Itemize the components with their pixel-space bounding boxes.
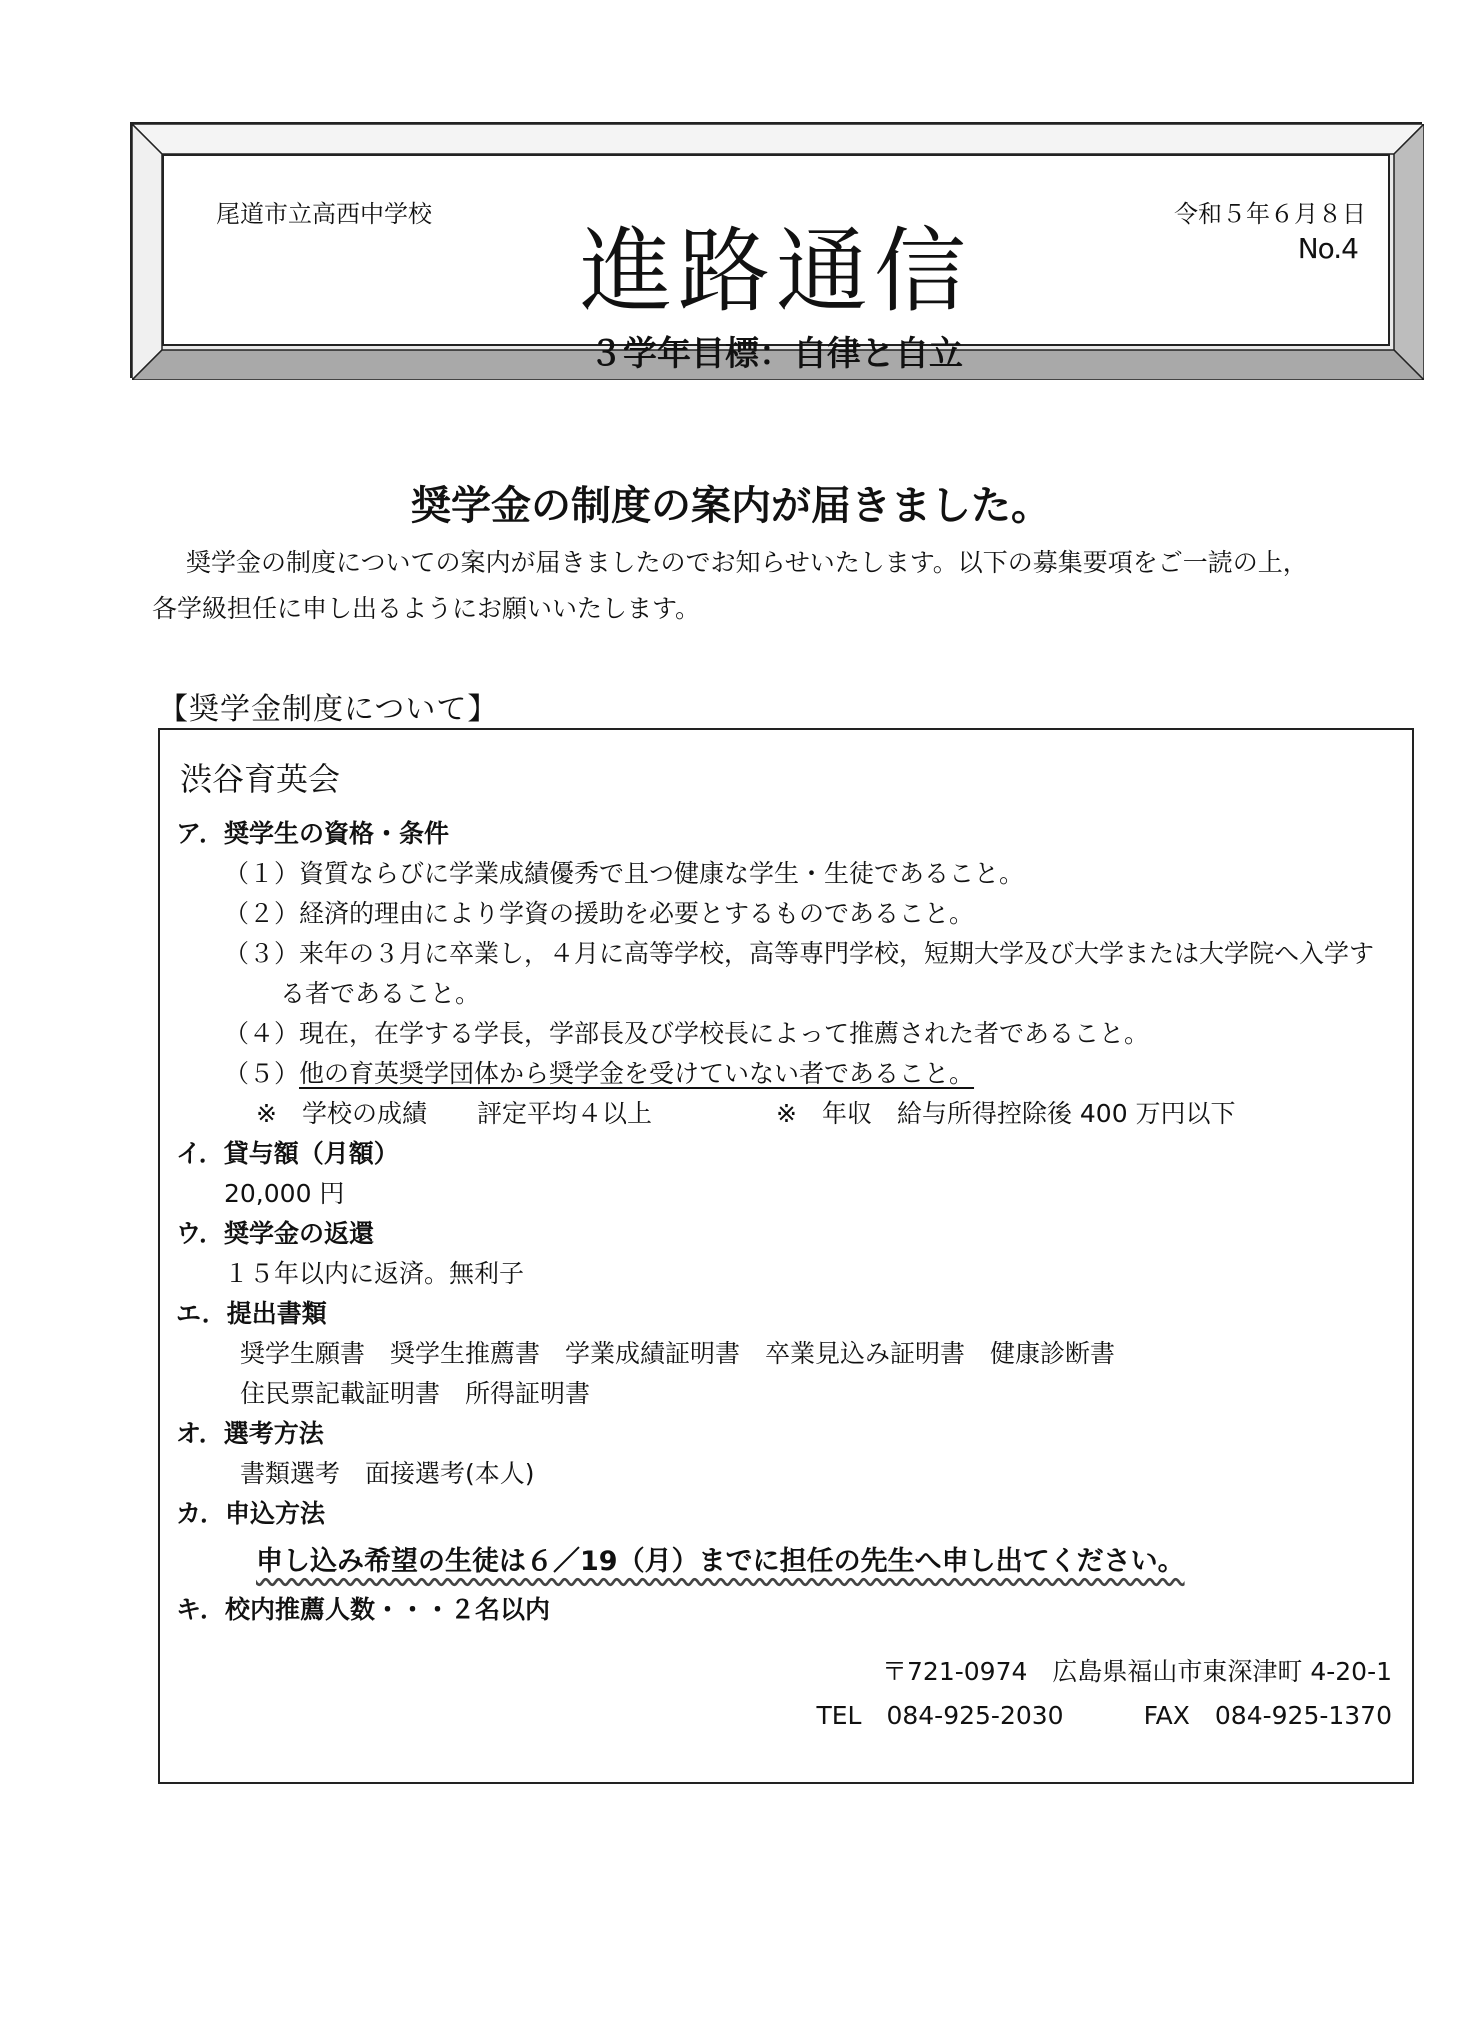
masthead-inner	[162, 154, 1390, 374]
intro-paragraph	[152, 540, 1372, 632]
criteria-notes	[176, 1094, 1396, 1134]
section-title: 【奨学金制度について】	[158, 692, 499, 727]
organization-name: 渋谷育英会	[180, 760, 341, 798]
intro-line-2: 各学級担任に申し出るようにお願いいたします。	[152, 594, 701, 623]
issue-number: No.4	[1297, 232, 1358, 265]
condition-item	[176, 1054, 1396, 1094]
heading-repayment: ウ．奨学金の返還	[176, 1219, 375, 1248]
condition-item-underlined: 他の育英奨学団体から奨学金を受けていない者であること。	[299, 1059, 975, 1088]
intro-line-1: 奨学金の制度についての案内が届きましたのでお知らせいたします。以下の募集要項をご一読の上，	[186, 548, 1308, 577]
heading-application: カ．申込方法	[176, 1499, 326, 1528]
grade-criteria-note: ※ 学校の成績 評定平均４以上	[256, 1099, 652, 1128]
loan-amount-value: 20,000 円	[224, 1179, 345, 1208]
contact-tel: TEL 084-925-2030	[816, 1701, 1064, 1730]
article-headline: 奨学金の制度の案内が届きました。	[411, 483, 1051, 529]
heading-recommendation-count: キ．校内推薦人数・・・２名以内	[176, 1595, 551, 1624]
repayment-value: １５年以内に返済。無利子	[224, 1259, 525, 1288]
documents-line: 住民票記載証明書 所得証明書	[240, 1379, 591, 1408]
documents-line: 奨学生願書 奨学生推薦書 学業成績証明書 卒業見込み証明書 健康診断書	[240, 1339, 1116, 1368]
contact-address: 〒721-0974 広島県福山市東深津町 4-20-1	[882, 1657, 1392, 1686]
application-instruction	[176, 1534, 1396, 1590]
condition-item: （３）来年の３月に卒業し，４月に高等学校，高等専門学校，短期大学及び大学または大学院へ入学す	[224, 939, 1375, 968]
school-name: 尾道市立高西中学校	[216, 200, 432, 228]
heading-selection: オ．選考方法	[176, 1419, 324, 1448]
condition-item: （４）現在，在学する学長，学部長及び学校長によって推薦された者であること。	[224, 1019, 1150, 1048]
newsletter-title: 進路通信	[579, 218, 972, 325]
grade-goal: ３学年目標：自律と自立	[589, 334, 963, 374]
application-instruction-text: 申し込み希望の生徒は６／19（月）までに担任の先生へ申し出てください。	[256, 1546, 1185, 1577]
heading-eligibility: ア．奨学生の資格・条件	[176, 819, 450, 848]
scholarship-details	[176, 814, 1396, 1738]
contact-phone-fax	[176, 1694, 1396, 1738]
condition-item: （１）資質ならびに学業成績優秀で且つ健康な学生・生徒であること。	[224, 859, 1025, 888]
heading-documents: エ．提出書類	[176, 1299, 327, 1328]
issue-date: 令和５年６月８日	[1174, 200, 1366, 228]
heading-loan-amount: イ．貸与額（月額）	[176, 1139, 399, 1168]
selection-value: 書類選考 面接選考(本人)	[240, 1459, 535, 1488]
income-criteria-note: ※ 年収 給与所得控除後 400 万円以下	[776, 1099, 1236, 1128]
condition-item: （２）経済的理由により学資の援助を必要とするものであること。	[224, 899, 975, 928]
masthead-frame	[130, 122, 1422, 378]
scholarship-info-box	[158, 728, 1414, 1784]
condition-item-continuation: る者であること。	[280, 979, 481, 1008]
condition-item-number: （５）	[224, 1059, 300, 1088]
contact-fax: FAX 084-925-1370	[1143, 1701, 1392, 1730]
